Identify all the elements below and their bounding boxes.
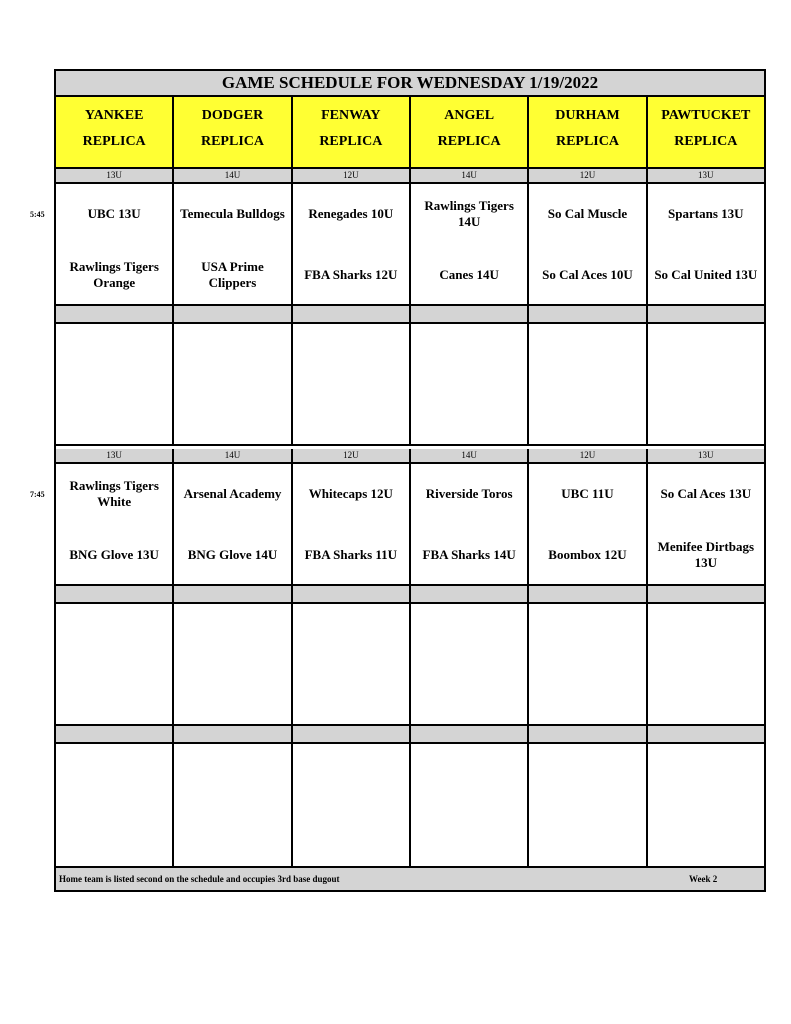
separator-row — [56, 586, 764, 604]
time-label-slot-2: 7:45 — [30, 490, 45, 499]
away-team: UBC 13U — [87, 206, 141, 221]
empty-cell — [411, 604, 529, 724]
age-label: 14U — [174, 449, 292, 462]
empty-cell — [411, 744, 529, 866]
separator-cell — [648, 586, 764, 602]
separator-cell — [56, 306, 174, 322]
empty-cell — [174, 324, 292, 444]
separator-cell — [174, 306, 292, 322]
age-label: 13U — [698, 170, 714, 180]
away-team: So Cal Muscle — [547, 206, 628, 221]
age-label: 14U — [174, 169, 292, 182]
home-team: FBA Sharks 14U — [422, 547, 516, 562]
away-team: Rawlings Tigers White — [69, 478, 159, 509]
game-cell — [56, 464, 174, 584]
field-header-yankee — [56, 97, 174, 167]
separator-cell — [411, 306, 529, 322]
away-team: Rawlings Tigers 14U — [424, 198, 514, 229]
field-name: PAWTUCKET — [661, 108, 751, 123]
separator-cell — [648, 726, 764, 742]
field-name: DODGER — [201, 108, 264, 123]
game-row-slot-1 — [56, 184, 764, 306]
empty-slot-row — [56, 744, 764, 866]
age-row-slot-2 — [56, 449, 764, 464]
field-name: YANKEE — [84, 108, 144, 123]
separator-cell — [56, 726, 174, 742]
separator-cell — [293, 306, 411, 322]
game-cell — [293, 464, 411, 584]
age-row-slot-1 — [56, 169, 764, 184]
game-cell — [648, 184, 764, 304]
separator-cell — [293, 726, 411, 742]
separator-cell — [411, 586, 529, 602]
home-team: BNG Glove 13U — [69, 547, 159, 562]
empty-slot-row — [56, 604, 764, 726]
home-team: USA Prime Clippers — [201, 259, 264, 290]
empty-cell — [648, 604, 764, 724]
field-header-row — [56, 97, 764, 169]
field-header-dodger — [174, 97, 292, 167]
game-cell — [174, 464, 292, 584]
field-name: FENWAY — [321, 108, 381, 123]
separator-row — [56, 306, 764, 324]
age-label: 12U — [529, 449, 647, 462]
schedule-title: GAME SCHEDULE FOR WEDNESDAY 1/19/2022 — [56, 71, 764, 97]
empty-cell — [411, 324, 529, 444]
away-team: Arsenal Academy — [183, 486, 282, 501]
separator-cell — [648, 306, 764, 322]
empty-cell — [174, 744, 292, 866]
game-cell — [56, 184, 174, 304]
field-subtitle: REPLICA — [437, 134, 501, 149]
game-cell — [411, 464, 529, 584]
away-team: Spartans 13U — [668, 206, 744, 221]
field-subtitle: REPLICA — [200, 134, 264, 149]
home-team: So Cal Aces 10U — [542, 267, 633, 282]
game-cell — [529, 464, 647, 584]
field-subtitle: REPLICA — [319, 134, 383, 149]
empty-cell — [56, 324, 174, 444]
away-team: Renegades 10U — [308, 206, 394, 221]
away-team: UBC 11U — [561, 486, 614, 501]
separator-cell — [293, 586, 411, 602]
game-cell — [648, 464, 764, 584]
footer-bar — [56, 866, 764, 890]
home-team: Rawlings Tigers Orange — [69, 259, 159, 290]
age-label: 13U — [56, 449, 174, 462]
field-header-angel — [411, 97, 529, 167]
home-team: FBA Sharks 11U — [304, 547, 398, 562]
age-label: 12U — [293, 449, 411, 462]
empty-cell — [293, 744, 411, 866]
time-label-slot-1: 5:45 — [30, 210, 45, 219]
game-cell — [174, 184, 292, 304]
home-team: BNG Glove 14U — [187, 547, 278, 562]
home-team-note: Home team is listed second on the schedule and occupies 3rd base dugout — [59, 874, 340, 884]
separator-cell — [56, 586, 174, 602]
field-subtitle: REPLICA — [82, 134, 146, 149]
week-label: Week 2 — [689, 874, 718, 884]
separator-row — [56, 726, 764, 744]
home-team: FBA Sharks 12U — [304, 267, 398, 282]
field-header-durham — [529, 97, 647, 167]
away-team: Riverside Toros — [425, 486, 513, 501]
field-name: DURHAM — [555, 108, 620, 123]
game-cell — [293, 184, 411, 304]
age-label: 14U — [411, 449, 529, 462]
empty-cell — [174, 604, 292, 724]
age-label: 12U — [293, 169, 411, 182]
age-label: 12U — [529, 169, 647, 182]
separator-cell — [174, 726, 292, 742]
empty-cell — [529, 604, 647, 724]
field-header-pawtucket — [648, 97, 764, 167]
age-label: 14U — [411, 169, 529, 182]
away-team: So Cal Aces 13U — [660, 486, 752, 501]
field-subtitle: REPLICA — [674, 134, 738, 149]
empty-cell — [56, 604, 174, 724]
separator-cell — [174, 586, 292, 602]
empty-cell — [648, 324, 764, 444]
empty-cell — [293, 604, 411, 724]
home-team: Canes 14U — [439, 267, 499, 282]
separator-cell — [529, 726, 647, 742]
home-team: Boombox 12U — [548, 547, 627, 562]
empty-cell — [529, 744, 647, 866]
home-team: So Cal United 13U — [654, 267, 758, 282]
empty-cell — [56, 744, 174, 866]
age-label: 13U — [698, 450, 714, 460]
separator-cell — [529, 306, 647, 322]
field-header-fenway — [293, 97, 411, 167]
away-team: Whitecaps 12U — [308, 486, 393, 501]
field-subtitle: REPLICA — [555, 134, 619, 149]
separator-cell — [411, 726, 529, 742]
game-row-slot-2 — [56, 464, 764, 586]
field-name: ANGEL — [444, 108, 495, 123]
empty-slot-row — [56, 324, 764, 446]
empty-cell — [293, 324, 411, 444]
away-team: Temecula Bulldogs — [180, 206, 285, 221]
game-cell — [411, 184, 529, 304]
home-team: Menifee Dirtbags 13U — [657, 539, 754, 570]
age-label: 13U — [56, 169, 174, 182]
game-cell — [529, 184, 647, 304]
empty-cell — [529, 324, 647, 444]
separator-cell — [529, 586, 647, 602]
schedule-sheet — [54, 69, 766, 892]
empty-cell — [648, 744, 764, 866]
